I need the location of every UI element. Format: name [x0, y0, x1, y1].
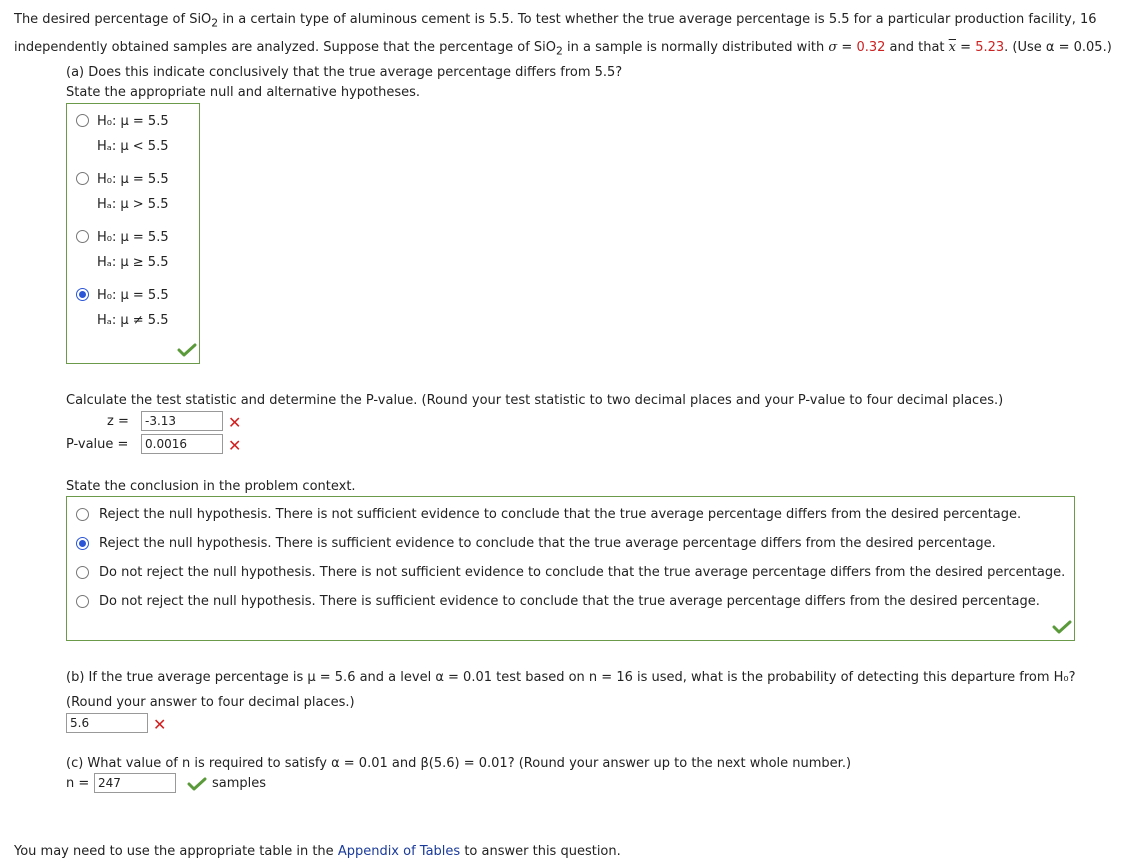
p-value-input[interactable]: 0.0016	[141, 434, 223, 454]
n-label: n =	[66, 776, 90, 791]
hypothesis-radio-2[interactable]	[76, 172, 89, 185]
conclusion-option-4: Do not reject the null hypothesis. There is sufficient evidence to conclude that the true average percentage differs from the desired percentage.	[99, 594, 1040, 609]
hypothesis-option-2: H₀: μ = 5.5 Hₐ: μ > 5.5	[97, 172, 169, 212]
conclusion-option-1: Reject the null hypothesis. There is not sufficient evidence to conclude that the true average percentage differs from the desired percentage.	[99, 507, 1022, 522]
intro-line-2: independently obtained samples are analyzed. Suppose that the percentage of SiO$_2$ in a sample is normally distributed with σ = 0.32 and that $\overline{x} = 5.23$. (Use α = 0.05.)	[14, 39, 1112, 58]
conclusion-radio-4[interactable]	[76, 595, 89, 608]
part-c-question: (c) What value of n is required to satisfy α = 0.01 and β(5.6) = 0.01? (Round your answer up to the next whole number.)	[66, 756, 852, 771]
correct-check-icon	[177, 343, 197, 357]
conclusion-label: State the conclusion in the problem context.	[66, 479, 356, 494]
xbar-symbol: $\overline{x}$	[948, 39, 957, 55]
conclusion-radio-2-selected[interactable]	[76, 537, 89, 550]
correct-check-icon	[187, 777, 207, 791]
conclusion-radio-3[interactable]	[76, 566, 89, 579]
hypothesis-radio-4-selected[interactable]	[76, 288, 89, 301]
z-label: z =	[107, 414, 129, 429]
footer-note: You may need to use the appropriate table in the Appendix of Tables to answer this question.	[14, 844, 621, 859]
hypothesis-radio-1[interactable]	[76, 114, 89, 127]
hypotheses-instruction: State the appropriate null and alternative hypotheses.	[66, 85, 420, 100]
incorrect-x-icon: ✕	[228, 436, 242, 455]
intro-line-1: The desired percentage of SiO$_2$ in a certain type of aluminous cement is 5.5. To test whether the true average percentage is 5.5 for a particular production facility, 16	[14, 12, 1097, 30]
hypotheses-options-box	[66, 103, 200, 364]
conclusion-option-2: Reject the null hypothesis. There is sufficient evidence to conclude that the true average percentage differs from the desired percentage.	[99, 536, 996, 551]
incorrect-x-icon: ✕	[228, 413, 242, 432]
conclusion-options-box	[66, 496, 1075, 641]
z-input[interactable]: -3.13	[141, 411, 223, 431]
hypothesis-option-4: H₀: μ = 5.5 Hₐ: μ ≠ 5.5	[97, 288, 169, 328]
conclusion-option-3: Do not reject the null hypothesis. There is not sufficient evidence to conclude that the true average percentage differs from the desired percentage.	[99, 565, 1066, 580]
appendix-link[interactable]: Appendix of Tables	[337, 844, 461, 859]
conclusion-radio-1[interactable]	[76, 508, 89, 521]
correct-check-icon	[1052, 620, 1072, 634]
hypothesis-radio-3[interactable]	[76, 230, 89, 243]
problem-statement	[14, 8, 1124, 63]
incorrect-x-icon: ✕	[153, 715, 167, 734]
part-b-question: (b) If the true average percentage is μ = 5.6 and a level α = 0.01 test based on n = 16 is used, what is the probability of detecting this departure from H₀?	[66, 670, 1076, 685]
hypothesis-option-3: H₀: μ = 5.5 Hₐ: μ ≥ 5.5	[97, 230, 169, 270]
p-value-label: P-value =	[66, 437, 129, 452]
calc-instruction: Calculate the test statistic and determine the P-value. (Round your test statistic to two decimal places and your P-value to four decimal places.)	[66, 393, 1004, 408]
xbar-value: 5.23	[975, 39, 1005, 55]
power-input[interactable]: 5.6	[66, 713, 148, 733]
samples-unit: samples	[212, 776, 267, 791]
sigma-value: 0.32	[856, 39, 886, 55]
hypothesis-option-1: H₀: μ = 5.5 Hₐ: μ < 5.5	[97, 114, 169, 154]
part-b-round: (Round your answer to four decimal places.)	[66, 695, 355, 710]
part-a-question: (a) Does this indicate conclusively that the true average percentage differs from 5.5?	[66, 65, 623, 80]
n-input[interactable]: 247	[94, 773, 176, 793]
